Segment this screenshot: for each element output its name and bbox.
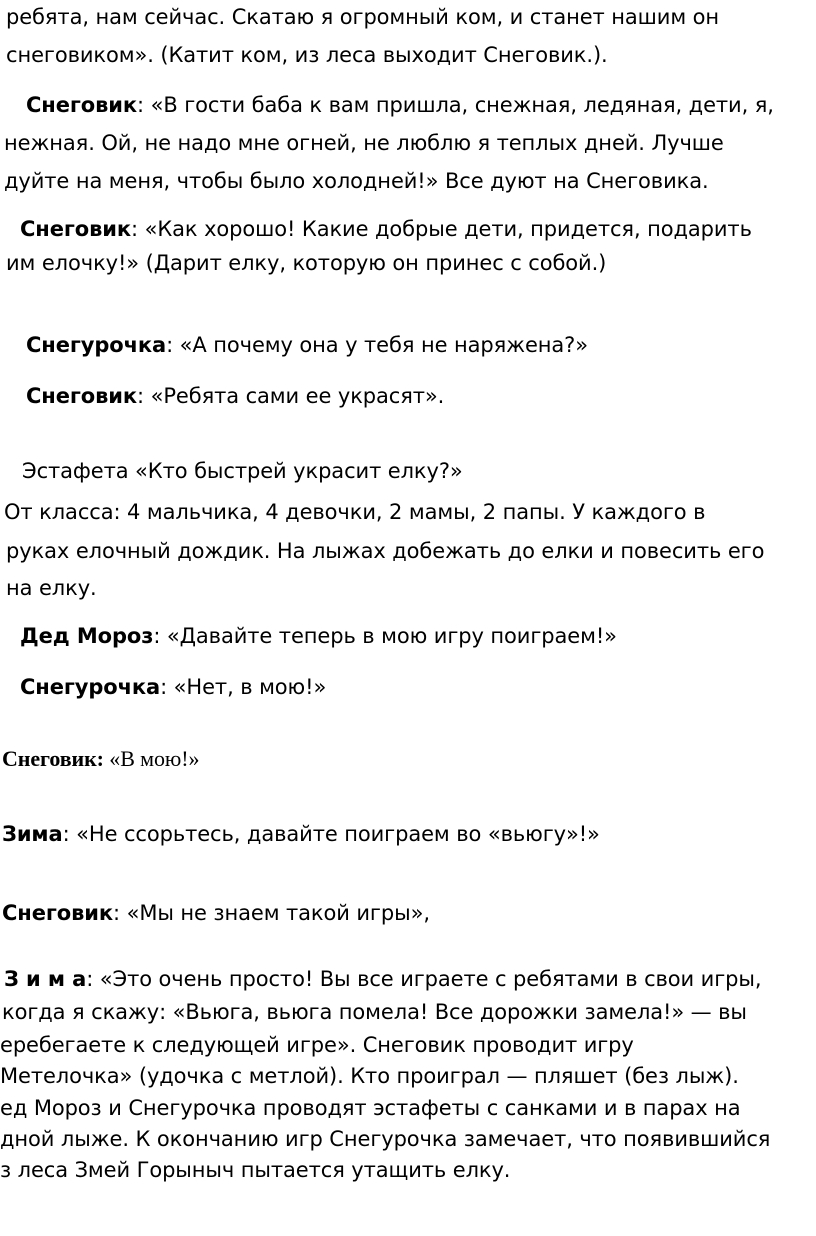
dialogue-line bbox=[20, 214, 752, 244]
dialogue-text: : «Нет, в мою!» bbox=[160, 675, 327, 699]
dialogue-text: : «Мы не знаем такой игры», bbox=[113, 901, 430, 925]
dialogue-line bbox=[2, 744, 199, 774]
text-line: еребегаете к следующей игре». Снеговик проводит игру bbox=[0, 1033, 634, 1057]
dialogue-text: : «Не ссорьтесь, давайте поиграем во «вьюгу»!» bbox=[62, 822, 600, 846]
dialogue-line bbox=[26, 330, 588, 360]
text-line: руках елочный дождик. На лыжах добежать до елки и повесить его bbox=[6, 539, 765, 563]
text-line: ед Мороз и Снегурочка проводят эстафеты с санками и в парах на bbox=[0, 1096, 741, 1120]
dialogue-text: : «В гости баба к вам пришла, снежная, ледяная, дети, я, bbox=[137, 93, 774, 117]
dialogue-text: : «Это очень просто! Вы все играете с ребятами в свои игры, bbox=[86, 967, 762, 991]
text-line: дуйте на меня, чтобы было холодней!» Все дуют на Снеговика. bbox=[4, 169, 709, 193]
dialogue-line bbox=[20, 621, 617, 651]
dialogue-text: : «Давайте теперь в мою игру поиграем!» bbox=[153, 624, 617, 648]
speaker-name: Снегурочка bbox=[26, 333, 167, 357]
relay-title: Эстафета «Кто быстрей украсит елку?» bbox=[22, 459, 463, 483]
speaker-name: З и м а bbox=[4, 967, 87, 991]
speaker-name: Зима bbox=[2, 822, 63, 846]
speaker-name: Снеговик bbox=[26, 93, 138, 117]
dialogue-text: «В мою!» bbox=[103, 746, 200, 771]
speaker-name: Снегурочка bbox=[20, 675, 161, 699]
text-line: снеговиком». (Катит ком, из леса выходит Снеговик.). bbox=[6, 43, 608, 67]
speaker-name: Снеговик bbox=[2, 901, 114, 925]
dialogue-line bbox=[2, 898, 430, 928]
text-line: Метелочка» (удочка с метлой). Кто проиграл — пляшет (без лыж). bbox=[0, 1064, 739, 1088]
speaker-name: Снеговик bbox=[20, 217, 132, 241]
text-line: дной лыже. К окончанию игр Снегурочка замечает, что появившийся bbox=[0, 1127, 771, 1151]
dialogue-text: : «Ребята сами ее украсят». bbox=[137, 384, 445, 408]
speaker-name: Снеговик bbox=[26, 384, 138, 408]
text-line: ребята, нам сейчас. Скатаю я огромный ком, и станет нашим он bbox=[6, 5, 720, 29]
text-line: на елку. bbox=[6, 576, 97, 600]
dialogue-line bbox=[2, 819, 600, 849]
speaker-name: Снеговик: bbox=[2, 746, 104, 771]
text-line: з леса Змей Горыныч пытается утащить елку. bbox=[0, 1158, 511, 1182]
dialogue-line bbox=[26, 90, 774, 120]
text-line: нежная. Ой, не надо мне огней, не люблю я теплых дней. Лучше bbox=[4, 131, 724, 155]
dialogue-line bbox=[26, 381, 444, 411]
speaker-name: Дед Мороз bbox=[20, 624, 154, 648]
text-line: От класса: 4 мальчика, 4 девочки, 2 мамы, 2 папы. У каждого в bbox=[4, 500, 706, 524]
text-line: им елочку!» (Дарит елку, которую он принес с собой.) bbox=[6, 251, 607, 275]
text-line: когда я скажу: «Вьюга, вьюга помела! Все дорожки замела!» — вы bbox=[2, 1000, 747, 1024]
dialogue-text: : «Как хорошо! Какие добрые дети, придется, подарить bbox=[131, 217, 752, 241]
dialogue-line bbox=[4, 964, 761, 994]
dialogue-line bbox=[20, 672, 326, 702]
dialogue-text: : «А почему она у тебя не наряжена?» bbox=[166, 333, 588, 357]
